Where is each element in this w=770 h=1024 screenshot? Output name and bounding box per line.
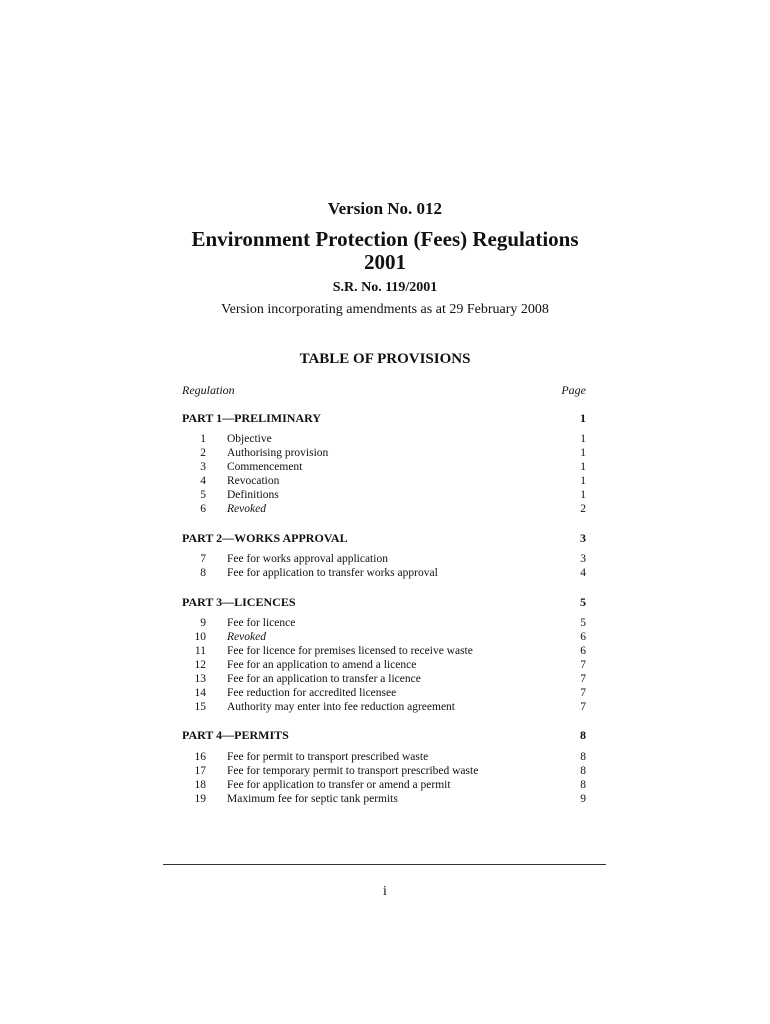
entry-page: 1 bbox=[580, 475, 586, 487]
page-folio: i bbox=[383, 884, 387, 899]
toc-entry[interactable] bbox=[182, 792, 586, 806]
document-title bbox=[0, 228, 770, 274]
part-title: PART 3—LICENCES bbox=[182, 595, 296, 609]
entry-label: Maximum fee for septic tank permits bbox=[227, 793, 398, 805]
entry-number: 3 bbox=[200, 461, 206, 473]
entry-page: 3 bbox=[580, 553, 586, 565]
part-page: 8 bbox=[580, 728, 586, 742]
part-page: 1 bbox=[580, 411, 586, 425]
entry-page: 8 bbox=[580, 765, 586, 777]
part-page: 3 bbox=[580, 531, 586, 545]
entry-label: Revocation bbox=[227, 475, 280, 487]
toc-entry[interactable] bbox=[182, 552, 586, 566]
part-title: PART 4—PERMITS bbox=[182, 728, 289, 742]
entry-label: Fee for an application to amend a licence bbox=[227, 659, 417, 671]
entry-label: Revoked bbox=[227, 631, 266, 643]
footer-rule bbox=[163, 864, 606, 865]
entry-page: 1 bbox=[580, 489, 586, 501]
toc-entry[interactable] bbox=[182, 566, 586, 580]
toc-entry[interactable] bbox=[182, 778, 586, 792]
toc-entry[interactable] bbox=[182, 658, 586, 672]
entry-number: 11 bbox=[194, 645, 206, 657]
entry-page: 6 bbox=[580, 645, 586, 657]
entry-page: 7 bbox=[580, 701, 586, 713]
entry-label: Fee for application to transfer works approval bbox=[227, 567, 438, 579]
entry-label: Revoked bbox=[227, 503, 266, 515]
toc-entry[interactable] bbox=[182, 672, 586, 686]
entry-number: 6 bbox=[200, 503, 206, 515]
entry-number: 9 bbox=[200, 617, 206, 629]
entry-page: 1 bbox=[580, 433, 586, 445]
entry-label: Fee for licence bbox=[227, 617, 296, 629]
entry-number: 19 bbox=[194, 793, 206, 805]
toc-entry[interactable] bbox=[182, 432, 586, 446]
statutory-rule-number: S.R. No. 119/2001 bbox=[332, 280, 438, 295]
entry-page: 7 bbox=[580, 659, 586, 671]
entry-page: 8 bbox=[580, 751, 586, 763]
entry-label: Fee for an application to transfer a licence bbox=[227, 673, 421, 685]
entry-page: 9 bbox=[580, 793, 586, 805]
entry-number: 18 bbox=[194, 779, 206, 791]
toc-entry[interactable] bbox=[182, 488, 586, 502]
entry-page: 7 bbox=[580, 687, 586, 699]
entry-label: Authority may enter into fee reduction agreement bbox=[227, 701, 455, 713]
toc-entry[interactable] bbox=[182, 644, 586, 658]
toc-entry[interactable] bbox=[182, 474, 586, 488]
part-title: PART 1—PRELIMINARY bbox=[182, 411, 322, 425]
part-page: 5 bbox=[580, 595, 586, 609]
entry-label: Objective bbox=[227, 433, 272, 445]
entry-number: 8 bbox=[200, 567, 206, 579]
entry-label: Fee for works approval application bbox=[227, 553, 388, 565]
toc-entry[interactable] bbox=[182, 630, 586, 644]
entry-page: 5 bbox=[580, 617, 586, 629]
part-heading[interactable] bbox=[182, 728, 586, 744]
entry-number: 14 bbox=[194, 687, 206, 699]
entry-page: 7 bbox=[580, 673, 586, 685]
toc-entry[interactable] bbox=[182, 764, 586, 778]
entry-number: 15 bbox=[194, 701, 206, 713]
toc-title: TABLE OF PROVISIONS bbox=[299, 351, 471, 367]
part-heading[interactable] bbox=[182, 595, 586, 611]
entry-page: 4 bbox=[580, 567, 586, 579]
toc-entry[interactable] bbox=[182, 460, 586, 474]
entry-label: Commencement bbox=[227, 461, 303, 473]
entry-page: 1 bbox=[580, 461, 586, 473]
entry-number: 7 bbox=[200, 553, 206, 565]
toc-entry[interactable] bbox=[182, 502, 586, 516]
entry-number: 12 bbox=[194, 659, 206, 671]
entry-label: Fee for licence for premises licensed to receive waste bbox=[227, 645, 473, 657]
entry-page: 6 bbox=[580, 631, 586, 643]
entry-label: Fee for application to transfer or amend a permit bbox=[227, 779, 451, 791]
entry-label: Fee for temporary permit to transport prescribed waste bbox=[227, 765, 479, 777]
entry-number: 17 bbox=[194, 765, 206, 777]
entry-number: 16 bbox=[194, 751, 206, 763]
entry-number: 2 bbox=[200, 447, 206, 459]
part-heading[interactable] bbox=[182, 531, 586, 547]
column-header-regulation: Regulation bbox=[182, 383, 235, 397]
entry-page: 2 bbox=[580, 503, 586, 515]
toc-entry[interactable] bbox=[182, 616, 586, 630]
toc-entry[interactable] bbox=[182, 750, 586, 764]
part-heading[interactable] bbox=[182, 411, 586, 427]
toc-entry[interactable] bbox=[182, 446, 586, 460]
entry-number: 4 bbox=[200, 475, 206, 487]
entry-number: 13 bbox=[194, 673, 206, 685]
title-line-2: 2001 bbox=[364, 250, 406, 274]
entry-page: 1 bbox=[580, 447, 586, 459]
version-incorporating-note: Version incorporating amendments as at 29 February 2008 bbox=[221, 302, 549, 317]
entry-label: Definitions bbox=[227, 489, 279, 501]
toc-entry[interactable] bbox=[182, 700, 586, 714]
entry-page: 8 bbox=[580, 779, 586, 791]
entry-label: Fee reduction for accredited licensee bbox=[227, 687, 397, 699]
version-number: Version No. 012 bbox=[327, 199, 443, 218]
toc-entry[interactable] bbox=[182, 686, 586, 700]
part-title: PART 2—WORKS APPROVAL bbox=[182, 531, 348, 545]
title-line-1: Environment Protection (Fees) Regulations bbox=[191, 227, 579, 251]
entry-number: 5 bbox=[200, 489, 206, 501]
entry-number: 1 bbox=[200, 433, 206, 445]
column-header-page: Page bbox=[561, 383, 586, 397]
entry-label: Fee for permit to transport prescribed waste bbox=[227, 751, 429, 763]
entry-number: 10 bbox=[194, 631, 206, 643]
entry-label: Authorising provision bbox=[227, 447, 329, 459]
